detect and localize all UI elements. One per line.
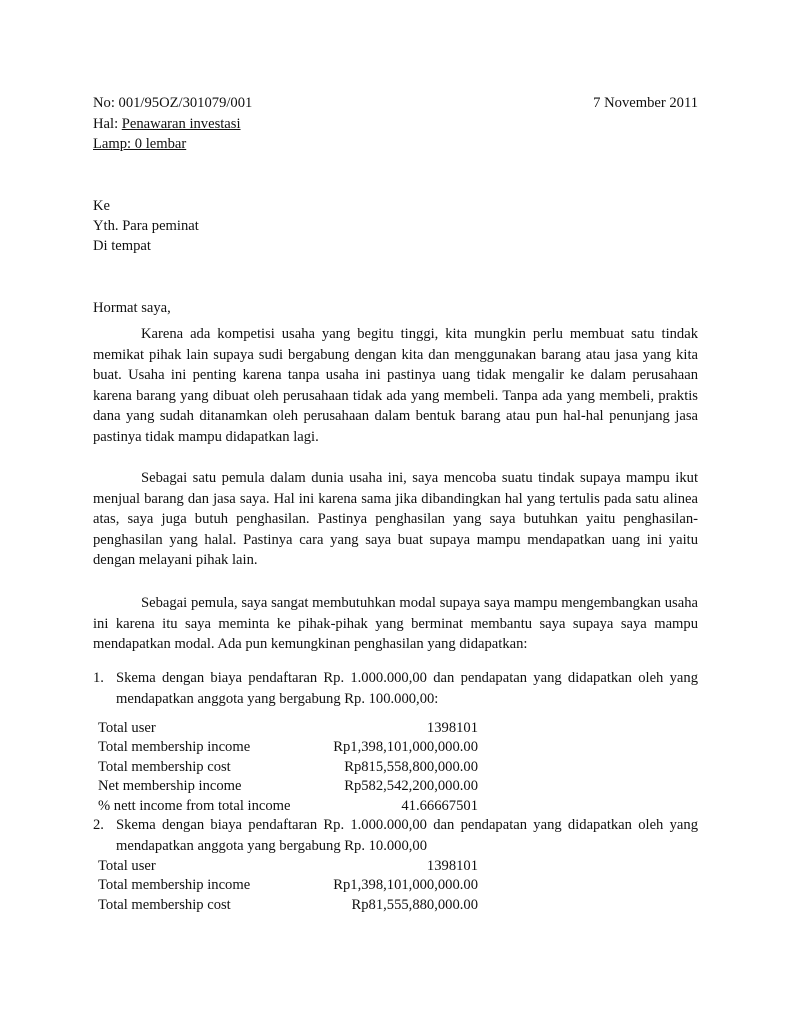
row-label: Total membership cost (98, 896, 231, 913)
paragraph-3: Sebagai pemula, saya sangat membutuhkan modal supaya saya mampu mengembangkan usaha ini karena itu saya meminta ke pihak-pihak yang berminat membantu saya supaya saya mampu mendapatkan modal. Ada pun kemungkinan penghasilan yang didapatkan: (93, 595, 698, 653)
recipient-line-3: Di tempat (93, 238, 151, 254)
letter-attachment: Lamp: 0 lembar (93, 136, 187, 152)
row-value: Rp81,555,880,000.00 (351, 896, 478, 913)
table-row (98, 797, 478, 816)
paragraph-1: Karena ada kompetisi usaha yang begitu tinggi, kita mungkin perlu membuat satu tindak memikat pihak lain supaya sudi bergabung dengan kita dan menggunakan barang atau jasa yang kita buat. Usaha ini penting karena tanpa usaha ini pastinya uang tidak mengalir ke dalam perusahaan karena barang yang dibuat oleh perusahaan tidak ada yang membeli. Tanpa ada yang membeli, praktis dana yang sudah ditanamkan oleh perusahaan dalam bentuk barang atau pun hal-hal penunjang jasa pastinya tidak mampu didapatkan lagi. (93, 326, 698, 445)
row-value: Rp1,398,101,000,000.00 (333, 739, 478, 756)
row-label: % nett income from total income (98, 797, 291, 814)
letter-number: No: 001/95OZ/301079/001 (93, 95, 253, 111)
row-label: Total membership income (98, 739, 251, 756)
table-row (98, 738, 478, 757)
scheme-2-number: 2. (93, 817, 104, 833)
row-label: Total user (98, 858, 156, 874)
row-label: Net membership income (98, 778, 242, 795)
table-row (98, 758, 478, 777)
row-label: Total membership cost (98, 758, 231, 775)
greeting: Hormat saya, (93, 300, 171, 316)
table-row (98, 876, 478, 895)
scheme-1 (93, 668, 698, 709)
scheme-2-table (98, 857, 478, 915)
subject-prefix: Hal: (93, 116, 122, 132)
row-value: Rp1,398,101,000,000.00 (333, 877, 478, 894)
scheme-2 (93, 815, 698, 856)
scheme-2-text: Skema dengan biaya pendaftaran Rp. 1.000.000,00 dan pendapatan yang didapatkan oleh yang mendapatkan anggota yang bergabung Rp. 10.000,00 (116, 817, 698, 854)
row-label: Total user (98, 720, 156, 736)
row-value: Rp815,558,800,000.00 (344, 758, 478, 775)
paragraph-2: Sebagai satu pemula dalam dunia usaha ini, saya mencoba suatu tindak supaya mampu ikut menjual barang dan jasa saya. Hal ini karena sama jika dibandingkan hal yang tertulis pada satu alinea atas, saya juga butuh penghasilan. Pastinya penghasilan yang saya butuhkan yaitu penghasilan-penghasilan yang halal. Pastinya cara yang saya buat supaya mampu mendapatkan uang ini yaitu dengan melayani pihak lain. (93, 470, 698, 569)
recipient-line-1: Ke (93, 198, 111, 214)
row-value: Rp582,542,200,000.00 (344, 778, 478, 795)
table-row (98, 896, 478, 915)
row-value: 41.66667501 (401, 797, 478, 814)
scheme-1-text: Skema dengan biaya pendaftaran Rp. 1.000.000,00 dan pendapatan yang didapatkan oleh yang mendapatkan anggota yang bergabung Rp. 100.000,00: (116, 670, 698, 707)
letter-subject (93, 114, 241, 134)
recipient-line-2: Yth. Para peminat (93, 218, 199, 234)
scheme-1-number: 1. (93, 670, 104, 686)
subject-text: Penawaran investasi (121, 116, 241, 132)
row-value: 1398101 (426, 858, 478, 874)
letter-date: 7 November 2011 (593, 95, 698, 111)
scheme-1-table (98, 719, 478, 816)
row-label: Total membership income (98, 877, 251, 894)
table-row (98, 719, 478, 738)
table-row (98, 857, 478, 876)
row-value: 1398101 (426, 720, 478, 736)
table-row (98, 777, 478, 796)
